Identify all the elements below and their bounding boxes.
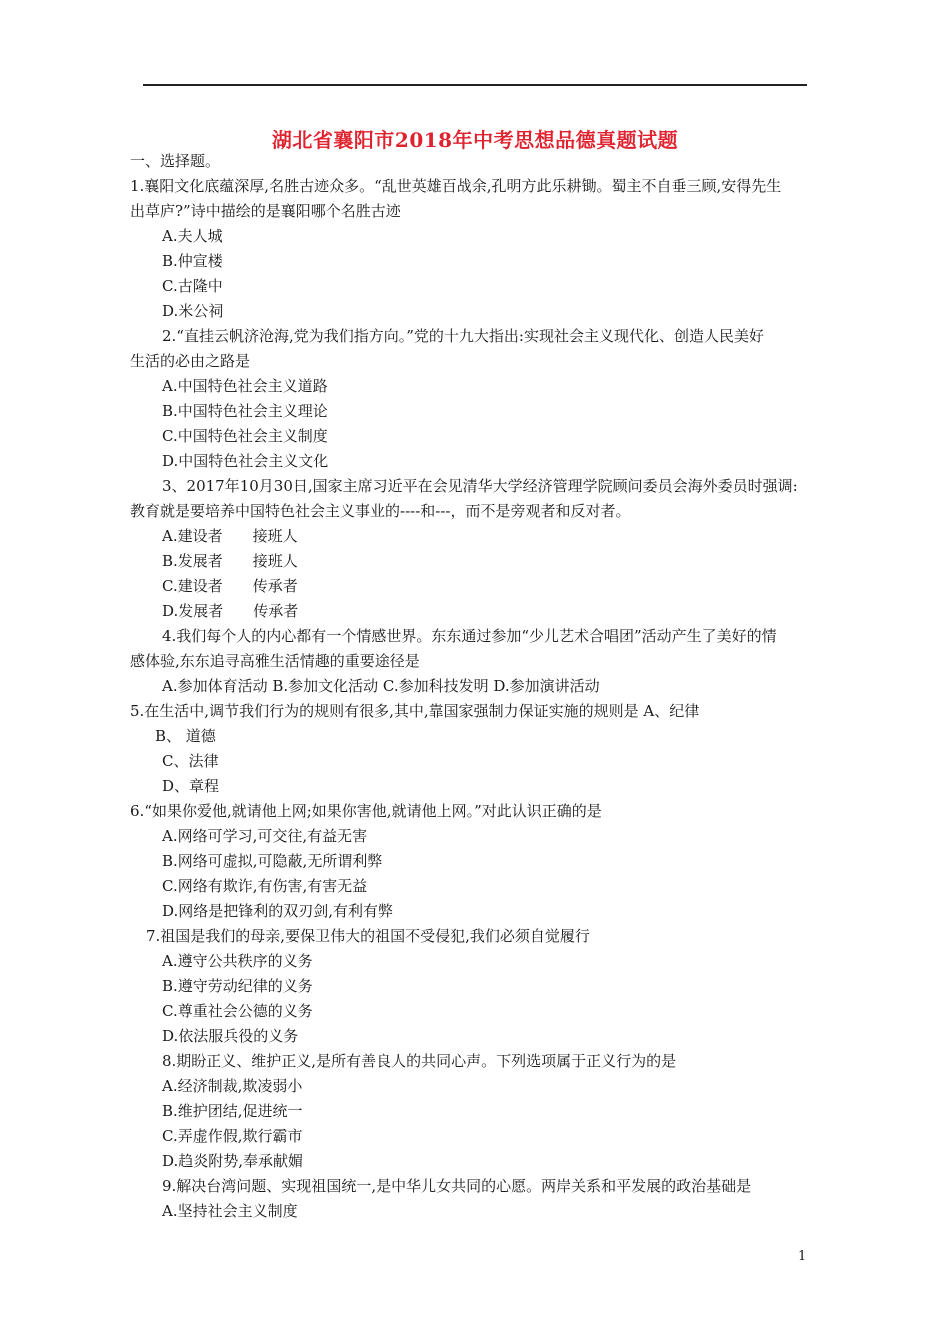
q8-option-c: C.弄虚作假,欺行霸市 (162, 1127, 303, 1145)
q3-option-d: D.发展者 传承者 (162, 602, 299, 620)
q8-option-d: D.趋炎附势,奉承献媚 (162, 1152, 304, 1170)
q1-line1: 1.襄阳文化底蕴深厚,名胜古迹众多。“乱世英雄百战余,孔明方此乐耕锄。蜀主不自垂三顾,安得先生 (130, 177, 782, 195)
q5-option-c: C、法律 (162, 752, 219, 770)
doc-title: 湖北省襄阳市2018年中考思想品德真题试题 (271, 128, 679, 152)
q3-line1: 3、2017年10月30日,国家主席习近平在会见清华大学经济管理学院顾问委员会海外委员时强调: (162, 477, 798, 495)
q3-option-b: B.发展者 接班人 (162, 552, 298, 570)
q2-line2: 生活的必由之路是 (130, 352, 251, 370)
q7-option-c: C.尊重社会公德的义务 (162, 1002, 313, 1020)
header-rule (143, 84, 807, 86)
q5-line1: 5.在生活中,调节我们行为的规则有很多,其中,靠国家强制力保证实施的规则是 A、纪律 (130, 702, 700, 720)
q3-line2: 教育就是要培养中国特色社会主义事业的----和---，而不是旁观者和反对者。 (130, 502, 631, 520)
page-number: 1 (798, 1249, 807, 1264)
q1-option-c: C.古隆中 (162, 277, 223, 295)
q6-option-a: A.网络可学习,可交往,有益无害 (162, 827, 368, 845)
q7-option-d: D.依法服兵役的义务 (162, 1027, 299, 1045)
q7-option-b: B.遵守劳动纪律的义务 (162, 977, 313, 995)
q2-option-d: D.中国特色社会主义文化 (162, 452, 329, 470)
q5-option-b: B、 道德 (155, 727, 216, 745)
q8-line1: 8.期盼正义、维护正义,是所有善良人的共同心声。下列选项属于正义行为的是 (162, 1052, 677, 1070)
q2-option-a: A.中国特色社会主义道路 (162, 377, 328, 395)
q9-line1: 9.解决台湾问题、实现祖国统一,是中华儿女共同的心愿。两岸关系和平发展的政治基础是 (162, 1177, 752, 1195)
q6-option-b: B.网络可虚拟,可隐蔽,无所谓利弊 (162, 852, 383, 870)
q1-option-b: B.仲宣楼 (162, 252, 223, 270)
q2-line1: 2.“直挂云帆济沧海,党为我们指方向。”党的十九大指出:实现社会主义现代化、创造人民美好 (162, 327, 764, 345)
q8-option-b: B.维护团结,促进统一 (162, 1102, 303, 1120)
q5-option-d: D、章程 (162, 777, 220, 795)
q4-options: A.参加体育活动 B.参加文化活动 C.参加科技发明 D.参加演讲活动 (162, 677, 600, 695)
q1-option-d: D.米公祠 (162, 302, 224, 320)
q2-option-b: B.中国特色社会主义理论 (162, 402, 328, 420)
q6-option-c: C.网络有欺诈,有伤害,有害无益 (162, 877, 368, 895)
q1-option-a: A.夫人城 (162, 227, 223, 245)
q7-line1: 7.祖国是我们的母亲,要保卫伟大的祖国不受侵犯,我们必须自觉履行 (146, 927, 590, 945)
q4-line1: 4.我们每个人的内心都有一个情感世界。东东通过参加“少儿艺术合唱团”活动产生了美好的情 (162, 627, 777, 645)
q9-option-a: A.坚持社会主义制度 (162, 1202, 298, 1220)
q8-option-a: A.经济制裁,欺凌弱小 (162, 1077, 303, 1095)
q6-option-d: D.网络是把锋利的双刃剑,有利有弊 (162, 902, 394, 920)
q1-line2: 出草庐?”诗中描绘的是襄阳哪个名胜古迹 (130, 202, 401, 220)
q3-option-c: C.建设者 传承者 (162, 577, 298, 595)
q4-line2: 感体验,东东追寻高雅生活情趣的重要途径是 (130, 652, 420, 670)
q6-line1: 6.“如果你爱他,就请他上网;如果你害他,就请他上网。”对此认识正确的是 (130, 802, 602, 820)
section-heading: 一、选择题。 (130, 152, 221, 170)
q7-option-a: A.遵守公共秩序的义务 (162, 952, 313, 970)
q3-option-a: A.建设者 接班人 (162, 527, 298, 545)
q2-option-c: C.中国特色社会主义制度 (162, 427, 328, 445)
